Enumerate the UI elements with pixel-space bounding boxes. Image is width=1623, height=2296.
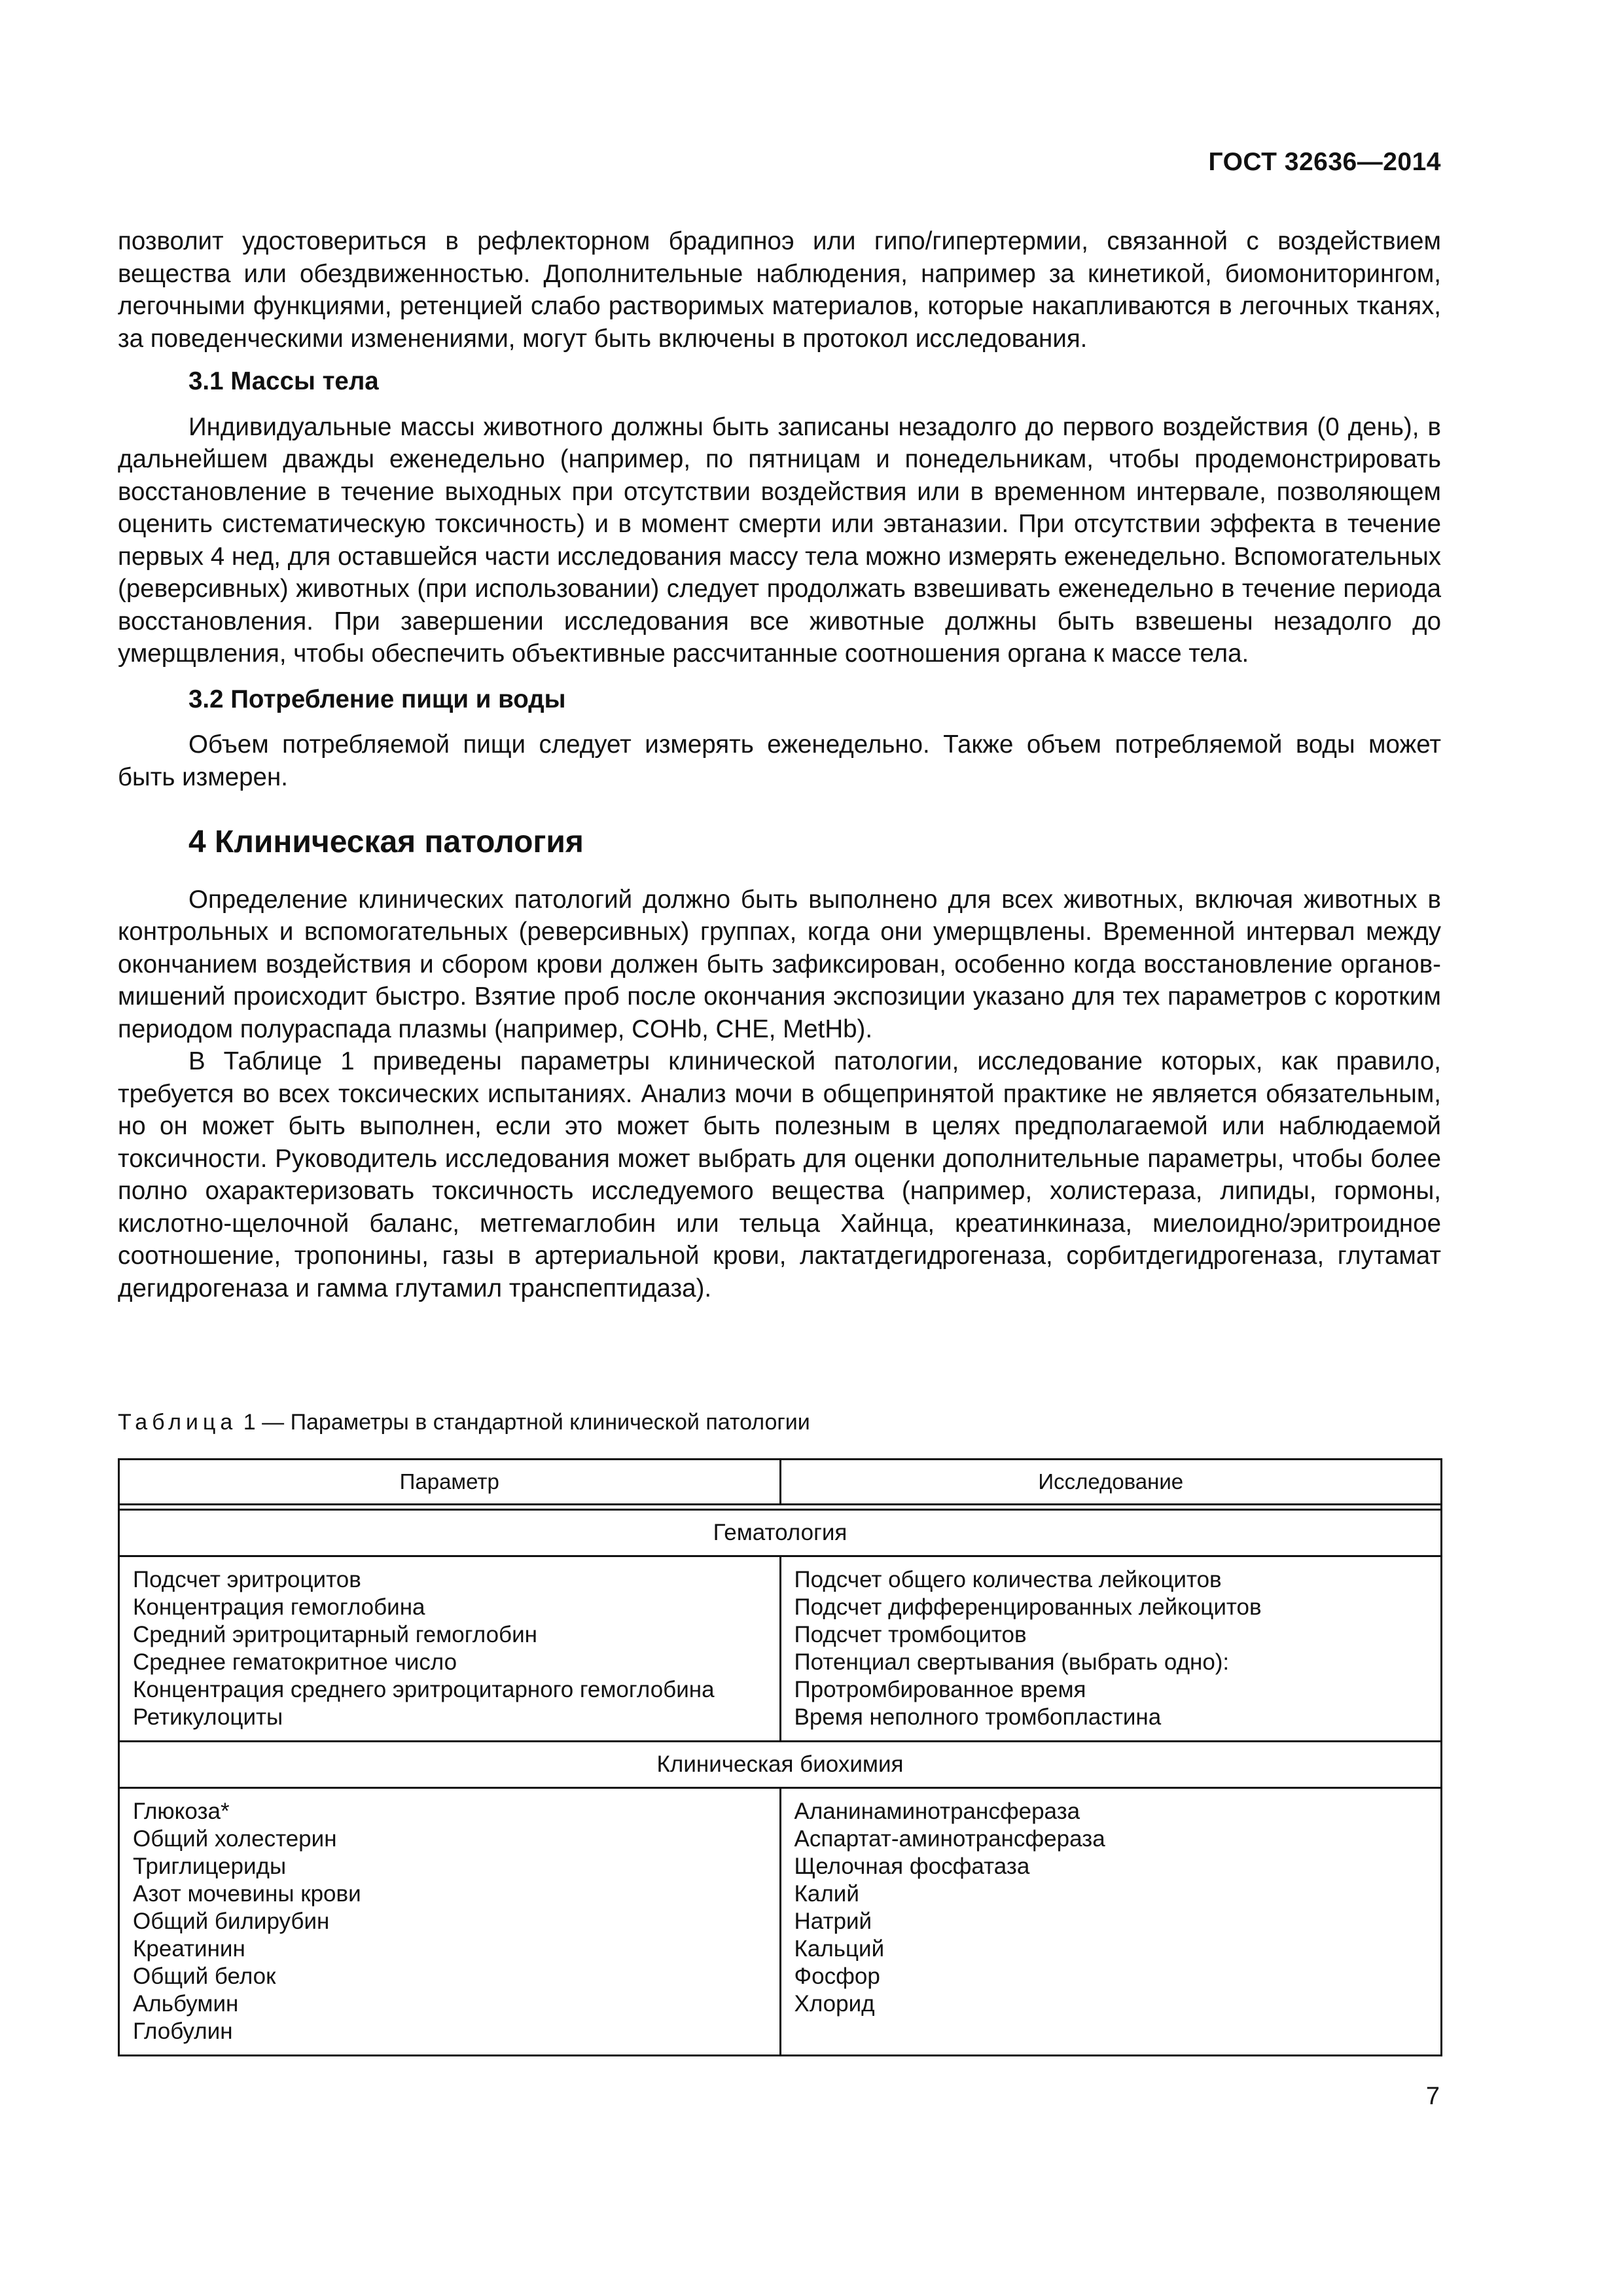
table-cell-line: Общий холестерин <box>133 1826 337 1852</box>
table-cell-line: Калий <box>794 1881 859 1907</box>
section-3-1-paragraph: Индивидуальные массы животного должны быть записаны незадолго до первого воздействия (0 день), в дальнейшем дважды еженедельно (например, по пятницам и понедельникам, чтобы продемонстрировать восстановление в течение выходных при отсутствии воздействия или в временном интервале, позволяющем оценить систематическую токсичность) и в момент смерти или эвтаназии. При отсутствии эффекта в течение первых 4 нед, для оставшейся части исследования массу тела можно измерять еженедельно. Вспомогательных (реверсивных) животных (при использовании) следует продолжать взвешивать еженедельно в течение периода восстановления. При завершении исследования все животные должны быть взвешены незадолго до умерщвления, чтобы обеспечить объективные рассчитанные соотношения органа к массе тела. <box>118 412 1441 668</box>
table-header-row <box>119 1460 1442 1505</box>
section-4-paragraph-2: В Таблице 1 приведены параметры клинической патологии, исследование которых, как правило, требуется во всех токсических испытаниях. Анализ мочи в общепринятой практике не является обязательным, но он может быть выполнен, если это может быть полезным в целях предполагаемой или наблюдаемой токсичности. Руководитель исследования может выбрать для оценки дополнительные параметры, чтобы более полно охарактеризовать токсичность исследуемого вещества (например, холистераза, липиды, гормоны, кислотно-щелочной баланс, метгемаглобин или тельца Хайнца, креатинкиназа, миелоидно/эритроидное соотношение, тропонины, газы в артериальной крови, лактатдегидрогеназа, сорбитдегидрогеназа, глутамат дегидрогеназа и гамма глутамил транспептидаза). <box>118 1047 1441 1302</box>
table-caption <box>118 1410 810 1435</box>
table-cell-line: Ретикулоциты <box>133 1704 283 1730</box>
table-row <box>119 1788 1442 2056</box>
table-cell-line: Средний эритроцитарный гемоглобин <box>133 1622 537 1647</box>
hematology-studies-cell <box>780 1556 1442 1742</box>
section-3-2-title: 3.2 Потребление пищи и воды <box>188 685 566 713</box>
table-cell-line: Подсчет общего количества лейкоцитов <box>794 1567 1222 1592</box>
document-code-header: ГОСТ 32636—2014 <box>1208 148 1441 176</box>
table-cell-line: Общий билирубин <box>133 1909 330 1934</box>
section-3-2-paragraph: Объем потребляемой пищи следует измерять еженедельно. Также объем потребляемой воды может быть измерен. <box>118 730 1441 791</box>
table-cell-line: Аспартат-аминотрансфераза <box>794 1826 1105 1852</box>
section-title-hematology: Гематология <box>119 1510 1442 1556</box>
table-cell-line: Альбумин <box>133 1991 239 2017</box>
table-cell-line: Время неполного тромбопластина <box>794 1704 1162 1730</box>
table-cell-line: Концентрация среднего эритроцитарного гемоглобина <box>133 1677 715 1702</box>
table-cell-line: Креатинин <box>133 1936 245 1962</box>
clinical-pathology-table <box>118 1458 1442 2056</box>
hematology-parameters-cell <box>119 1556 781 1742</box>
table-cell-line: Глюкоза* <box>133 1799 230 1824</box>
table-cell-line: Азот мочевины крови <box>133 1881 361 1907</box>
page-number: 7 <box>1425 2083 1440 2110</box>
section-3-1-title: 3.1 Массы тела <box>188 367 379 395</box>
table-cell-line: Кальций <box>794 1936 885 1962</box>
table-cell-line: Триглицериды <box>133 1854 287 1879</box>
table-caption-text: 1 — Параметры в стандартной клинической патологии <box>243 1410 810 1435</box>
biochemistry-studies-cell <box>780 1788 1442 2056</box>
table-cell-line: Фосфор <box>794 1964 880 1989</box>
column-header-study: Исследование <box>780 1460 1442 1505</box>
table-section-row <box>119 1510 1442 1556</box>
table-cell-line: Потенциал свертывания (выбрать одно): <box>794 1649 1230 1675</box>
table-cell-line: Протромбированное время <box>794 1677 1086 1702</box>
table-cell-line: Общий белок <box>133 1964 276 1989</box>
section-4-title: 4 Клиническая патология <box>188 825 584 859</box>
section-title-biochemistry: Клиническая биохимия <box>119 1742 1442 1788</box>
biochemistry-parameters-cell <box>119 1788 781 2056</box>
table-cell-line: Подсчет тромбоцитов <box>794 1622 1027 1647</box>
table-row <box>119 1556 1442 1742</box>
table-cell-line: Глобулин <box>133 2018 233 2044</box>
table-cell-line: Щелочная фосфатаза <box>794 1854 1030 1879</box>
table-cell-line: Аланинаминотрансфераза <box>794 1799 1080 1824</box>
table-caption-label: Таблица <box>118 1410 238 1435</box>
header-divider <box>119 1505 1442 1510</box>
table-cell-line: Подсчет дифференцированных лейкоцитов <box>794 1594 1262 1620</box>
table-cell-line: Натрий <box>794 1909 872 1934</box>
table-cell-line: Концентрация гемоглобина <box>133 1594 425 1620</box>
table-cell-line: Хлорид <box>794 1991 875 2017</box>
table-cell-line: Среднее гематокритное число <box>133 1649 457 1675</box>
main-text-block <box>118 225 1441 1304</box>
column-header-parameter: Параметр <box>119 1460 781 1505</box>
intro-paragraph: позволит удостовериться в рефлекторном брадипноэ или гипо/гипертермии, связанной с воздействием вещества или обездвиженностью. Дополнительные наблюдения, например за кинетикой, биомониторингом, легочными функциями, ретенцией слабо растворимых материалов, которые накапливаются в легочных тканях, за поведенческими изменениями, могут быть включены в протокол исследования. <box>118 227 1441 353</box>
table-section-row <box>119 1742 1442 1788</box>
table-cell-line: Подсчет эритроцитов <box>133 1567 361 1592</box>
section-4-paragraph-1: Определение клинических патологий должно быть выполнено для всех животных, включая животных в контрольных и вспомогательных (реверсивных) группах, когда они умерщвлены. Временной интервал между окончанием воздействия и сбором крови должен быть зафиксирован, особенно когда восстановление органов-мишений происходит быстро. Взятие проб после окончания экспозиции указано для тех параметров с коротким периодом полураспада плазмы (например, COHb, CHE, MetHb). <box>118 885 1441 1043</box>
